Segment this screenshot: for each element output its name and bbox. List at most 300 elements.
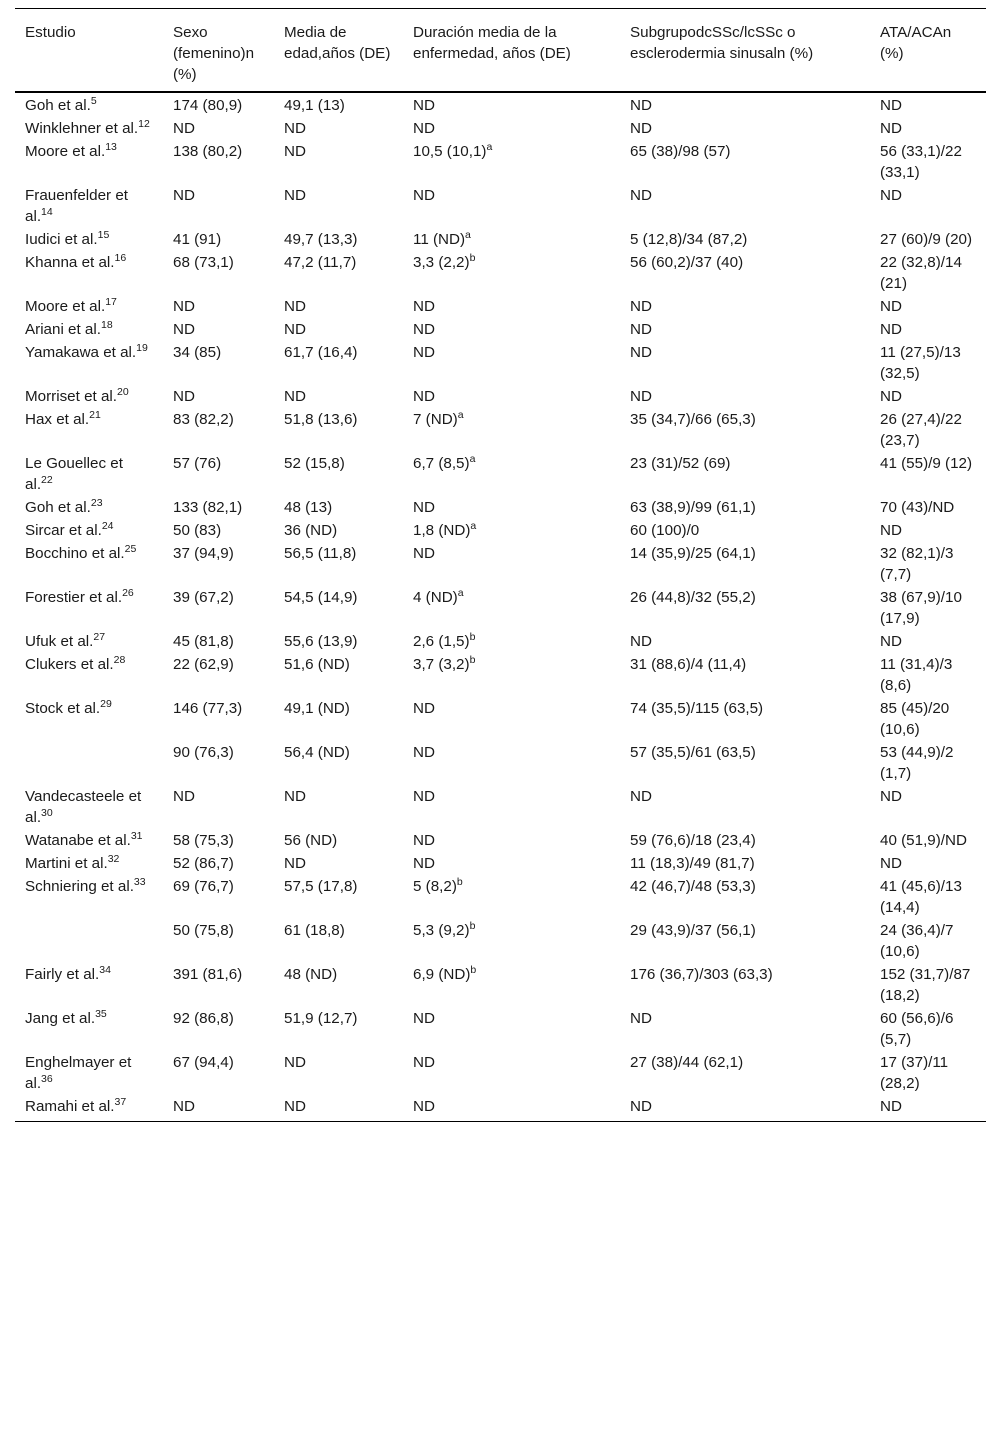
sex-cell-text: 90 (76,3) (173, 744, 234, 761)
ata-aca-cell (870, 251, 986, 295)
duration-cell (403, 519, 620, 542)
ata-aca-cell-text: ND (880, 855, 902, 872)
age-cell (274, 496, 403, 519)
subgroup-cell-text: 56 (60,2)/37 (40) (630, 254, 744, 271)
table-row (15, 341, 986, 385)
duration-cell (403, 117, 620, 140)
study-cell-text: Hax et al. (25, 411, 90, 428)
ata-aca-cell-text: 32 (82,1)/3 (7,7) (880, 545, 954, 583)
header-ata-aca: ATA/ACAn (%) (870, 9, 986, 93)
duration-cell (403, 963, 620, 1007)
duration-cell (403, 1095, 620, 1122)
age-cell-text: 54,5 (14,9) (284, 589, 358, 606)
reference-number: 24 (101, 519, 114, 532)
subgroup-cell (620, 318, 870, 341)
duration-cell-text: 1,8 (ND) (413, 522, 471, 539)
sex-cell-text: 50 (83) (173, 522, 222, 539)
subgroup-cell-text: ND (630, 298, 652, 315)
subgroup-cell (620, 875, 870, 919)
study-cell (15, 341, 163, 385)
sex-cell (163, 875, 274, 919)
age-cell-text: 57,5 (17,8) (284, 878, 358, 895)
table-row (15, 318, 986, 341)
age-cell-text: 51,8 (13,6) (284, 411, 358, 428)
subgroup-cell (620, 228, 870, 251)
table-row (15, 452, 986, 496)
table-row (15, 875, 986, 919)
sex-cell-text: ND (173, 321, 195, 338)
age-cell (274, 295, 403, 318)
footnote-marker: a (469, 452, 476, 465)
ata-aca-cell (870, 408, 986, 452)
duration-cell-text: ND (413, 1054, 435, 1071)
footnote-marker: a (486, 140, 493, 153)
study-cell (15, 1007, 163, 1051)
subgroup-cell-text: 14 (35,9)/25 (64,1) (630, 545, 756, 562)
study-cell (15, 586, 163, 630)
ata-aca-cell (870, 741, 986, 785)
ata-aca-cell-text: 152 (31,7)/87 (18,2) (880, 966, 971, 1004)
reference-number: 5 (90, 94, 97, 107)
sex-cell-text: 68 (73,1) (173, 254, 234, 271)
ata-aca-cell (870, 228, 986, 251)
sex-cell-text: ND (173, 120, 195, 137)
reference-number: 12 (138, 117, 150, 130)
ata-aca-cell-text: 56 (33,1)/22 (33,1) (880, 143, 962, 181)
study-cell-text: Ufuk et al. (25, 633, 94, 650)
subgroup-cell-text: 5 (12,8)/34 (87,2) (630, 231, 748, 248)
sex-cell (163, 184, 274, 228)
sex-cell (163, 452, 274, 496)
duration-cell-text: ND (413, 187, 435, 204)
reference-number: 33 (133, 875, 146, 888)
table-row (15, 785, 986, 829)
sex-cell-text: 45 (81,8) (173, 633, 234, 650)
study-cell-text: Ariani et al. (25, 321, 101, 338)
sex-cell (163, 1095, 274, 1122)
study-cell (15, 785, 163, 829)
study-cell-text: Morriset et al. (25, 388, 117, 405)
header-row (15, 9, 986, 93)
table-row (15, 542, 986, 586)
age-cell-text: ND (284, 187, 306, 204)
study-cell (15, 697, 163, 741)
subgroup-cell (620, 408, 870, 452)
table-row (15, 295, 986, 318)
table-row (15, 653, 986, 697)
ata-aca-cell (870, 697, 986, 741)
sex-cell-text: 92 (86,8) (173, 1010, 234, 1027)
ata-aca-cell-text: ND (880, 788, 902, 805)
sex-cell-text: 69 (76,7) (173, 878, 234, 895)
ata-aca-cell (870, 875, 986, 919)
age-cell-text: 36 (ND) (284, 522, 338, 539)
subgroup-cell-text: 60 (100)/0 (630, 522, 700, 539)
study-cell-text: Yamakawa et al. (25, 344, 137, 361)
duration-cell-text: ND (413, 499, 435, 516)
duration-cell (403, 919, 620, 963)
study-cell (15, 875, 163, 919)
duration-cell-text: ND (413, 832, 435, 849)
age-cell (274, 117, 403, 140)
duration-cell (403, 228, 620, 251)
age-cell (274, 1051, 403, 1095)
subgroup-cell-text: 63 (38,9)/99 (61,1) (630, 499, 756, 516)
ata-aca-cell (870, 919, 986, 963)
subgroup-cell (620, 697, 870, 741)
duration-cell (403, 630, 620, 653)
age-cell (274, 586, 403, 630)
age-cell (274, 542, 403, 586)
study-cell (15, 741, 163, 785)
sex-cell (163, 92, 274, 117)
reference-number: 32 (107, 852, 120, 865)
duration-cell (403, 452, 620, 496)
table-body (15, 92, 986, 1122)
sex-cell-text: ND (173, 788, 195, 805)
study-cell (15, 295, 163, 318)
sex-cell (163, 251, 274, 295)
sex-cell (163, 1051, 274, 1095)
duration-cell-text: 3,7 (3,2) (413, 656, 470, 673)
study-cell (15, 519, 163, 542)
age-cell-text: ND (284, 321, 306, 338)
duration-cell (403, 785, 620, 829)
duration-cell (403, 496, 620, 519)
sex-cell (163, 341, 274, 385)
ata-aca-cell (870, 1007, 986, 1051)
age-cell-text: ND (284, 788, 306, 805)
duration-cell (403, 408, 620, 452)
study-cell (15, 408, 163, 452)
study-cell-text: Vandecasteele et al. (25, 788, 142, 826)
footnote-marker: b (469, 653, 476, 666)
header-sex: Sexo (femenino)n (%) (163, 9, 274, 93)
age-cell-text: 61 (18,8) (284, 922, 345, 939)
age-cell-text: ND (284, 855, 306, 872)
table-row (15, 852, 986, 875)
ata-aca-cell-text: 60 (56,6)/6 (5,7) (880, 1010, 954, 1048)
ata-aca-cell (870, 452, 986, 496)
age-cell-text: 48 (13) (284, 499, 333, 516)
age-cell (274, 630, 403, 653)
sex-cell-text: 39 (67,2) (173, 589, 234, 606)
duration-cell-text: 11 (ND) (413, 231, 466, 248)
study-cell (15, 919, 163, 963)
ata-aca-cell (870, 829, 986, 852)
duration-cell-text: 4 (ND) (413, 589, 458, 606)
ata-aca-cell-text: 27 (60)/9 (20) (880, 231, 973, 248)
study-cell-text: Fairly et al. (25, 966, 100, 983)
ata-aca-cell (870, 341, 986, 385)
age-cell (274, 963, 403, 1007)
age-cell (274, 318, 403, 341)
subgroup-cell-text: ND (630, 1010, 652, 1027)
duration-cell (403, 542, 620, 586)
ata-aca-cell-text: 41 (45,6)/13 (14,4) (880, 878, 962, 916)
study-cell-text: Moore et al. (25, 143, 106, 160)
age-cell (274, 452, 403, 496)
sex-cell (163, 408, 274, 452)
sex-cell-text: 146 (77,3) (173, 700, 243, 717)
age-cell-text: 49,7 (13,3) (284, 231, 358, 248)
table-row (15, 1051, 986, 1095)
duration-cell (403, 586, 620, 630)
sex-cell-text: 133 (82,1) (173, 499, 243, 516)
study-cell (15, 117, 163, 140)
footnote-marker: b (469, 630, 476, 643)
study-cell (15, 228, 163, 251)
reference-number: 25 (124, 542, 137, 555)
study-cell-text: Goh et al. (25, 499, 91, 516)
study-cell-text: Le Gouellec et al. (25, 455, 123, 493)
sex-cell (163, 852, 274, 875)
studies-table-container (15, 8, 986, 1122)
reference-number: 29 (100, 697, 112, 710)
age-cell-text: 51,9 (12,7) (284, 1010, 358, 1027)
subgroup-cell-text: ND (630, 97, 652, 114)
duration-cell (403, 653, 620, 697)
ata-aca-cell (870, 184, 986, 228)
study-cell-text: Jang et al. (25, 1010, 96, 1027)
ata-aca-cell-text: ND (880, 187, 902, 204)
subgroup-cell-text: 42 (46,7)/48 (53,3) (630, 878, 756, 895)
age-cell-text: ND (284, 298, 306, 315)
reference-number: 23 (90, 496, 103, 509)
study-cell-text: Bocchino et al. (25, 545, 125, 562)
reference-number: 19 (136, 341, 148, 354)
subgroup-cell (620, 586, 870, 630)
subgroup-cell (620, 1095, 870, 1122)
duration-cell-text: 7 (ND) (413, 411, 458, 428)
table-row (15, 586, 986, 630)
subgroup-cell-text: 65 (38)/98 (57) (630, 143, 731, 160)
table-row (15, 117, 986, 140)
subgroup-cell-text: ND (630, 120, 652, 137)
duration-cell (403, 852, 620, 875)
table-row (15, 829, 986, 852)
ata-aca-cell (870, 117, 986, 140)
sex-cell (163, 697, 274, 741)
sex-cell-text: 58 (75,3) (173, 832, 234, 849)
sex-cell (163, 228, 274, 251)
table-row (15, 519, 986, 542)
study-cell (15, 184, 163, 228)
sex-cell (163, 919, 274, 963)
study-cell (15, 542, 163, 586)
ata-aca-cell (870, 496, 986, 519)
subgroup-cell (620, 452, 870, 496)
subgroup-cell (620, 741, 870, 785)
study-cell (15, 1051, 163, 1095)
subgroup-cell (620, 852, 870, 875)
sex-cell-text: 37 (94,9) (173, 545, 234, 562)
sex-cell (163, 385, 274, 408)
subgroup-cell-text: 26 (44,8)/32 (55,2) (630, 589, 756, 606)
subgroup-cell (620, 117, 870, 140)
study-cell-text: Stock et al. (25, 700, 101, 717)
age-cell-text: 52 (15,8) (284, 455, 345, 472)
age-cell (274, 519, 403, 542)
duration-cell (403, 875, 620, 919)
reference-number: 35 (95, 1007, 107, 1020)
ata-aca-cell-text: ND (880, 120, 902, 137)
study-cell-text: Winklehner et al. (25, 120, 139, 137)
sex-cell (163, 1007, 274, 1051)
ata-aca-cell (870, 785, 986, 829)
ata-aca-cell-text: 11 (31,4)/3 (8,6) (880, 656, 953, 694)
duration-cell-text: 2,6 (1,5) (413, 633, 470, 650)
table-row (15, 408, 986, 452)
footnote-marker: b (469, 251, 476, 264)
age-cell-text: 48 (ND) (284, 966, 338, 983)
study-cell-text: Frauenfelder et al. (25, 187, 128, 225)
table-row (15, 140, 986, 184)
subgroup-cell (620, 1051, 870, 1095)
subgroup-cell-text: 29 (43,9)/37 (56,1) (630, 922, 756, 939)
age-cell (274, 653, 403, 697)
subgroup-cell-text: 31 (88,6)/4 (11,4) (630, 656, 747, 673)
duration-cell-text: ND (413, 344, 435, 361)
study-cell-text: Moore et al. (25, 298, 106, 315)
ata-aca-cell (870, 963, 986, 1007)
reference-number: 27 (93, 630, 106, 643)
study-cell (15, 829, 163, 852)
age-cell (274, 875, 403, 919)
sex-cell-text: 52 (86,7) (173, 855, 234, 872)
subgroup-cell-text: 176 (36,7)/303 (63,3) (630, 966, 773, 983)
ata-aca-cell (870, 653, 986, 697)
sex-cell (163, 829, 274, 852)
reference-number: 16 (114, 251, 127, 264)
duration-cell (403, 140, 620, 184)
reference-number: 28 (113, 653, 126, 666)
duration-cell-text: 3,3 (2,2) (413, 254, 470, 271)
ata-aca-cell (870, 586, 986, 630)
age-cell (274, 385, 403, 408)
duration-cell (403, 92, 620, 117)
duration-cell (403, 385, 620, 408)
reference-number: 14 (41, 205, 53, 218)
duration-cell (403, 295, 620, 318)
subgroup-cell-text: ND (630, 187, 652, 204)
sex-cell (163, 496, 274, 519)
duration-cell-text: ND (413, 788, 435, 805)
table-row (15, 697, 986, 741)
duration-cell-text: 6,7 (8,5) (413, 455, 470, 472)
ata-aca-cell-text: ND (880, 522, 902, 539)
study-cell-text: Forestier et al. (25, 589, 123, 606)
subgroup-cell-text: 27 (38)/44 (62,1) (630, 1054, 744, 1071)
sex-cell-text: ND (173, 388, 195, 405)
table-row (15, 251, 986, 295)
ata-aca-cell-text: ND (880, 633, 902, 650)
sex-cell (163, 117, 274, 140)
study-cell (15, 496, 163, 519)
study-cell-text: Sircar et al. (25, 522, 102, 539)
subgroup-cell (620, 653, 870, 697)
study-cell (15, 92, 163, 117)
sex-cell (163, 519, 274, 542)
age-cell (274, 408, 403, 452)
table-row (15, 1007, 986, 1051)
study-cell (15, 385, 163, 408)
age-cell-text: 49,1 (13) (284, 97, 345, 114)
ata-aca-cell-text: ND (880, 388, 902, 405)
duration-cell (403, 1007, 620, 1051)
duration-cell (403, 184, 620, 228)
ata-aca-cell-text: 24 (36,4)/7 (10,6) (880, 922, 954, 960)
ata-aca-cell (870, 630, 986, 653)
subgroup-cell (620, 785, 870, 829)
age-cell-text: 56 (ND) (284, 832, 338, 849)
duration-cell (403, 251, 620, 295)
age-cell-text: 61,7 (16,4) (284, 344, 358, 361)
subgroup-cell (620, 919, 870, 963)
duration-cell-text: ND (413, 855, 435, 872)
reference-number: 26 (122, 586, 134, 599)
study-cell (15, 452, 163, 496)
sex-cell (163, 318, 274, 341)
reference-number: 31 (130, 829, 143, 842)
ata-aca-cell (870, 295, 986, 318)
duration-cell-text: ND (413, 744, 435, 761)
age-cell (274, 852, 403, 875)
age-cell (274, 251, 403, 295)
ata-aca-cell-text: 11 (27,5)/13 (32,5) (880, 344, 961, 382)
age-cell-text: 56,4 (ND) (284, 744, 350, 761)
sex-cell-text: 138 (80,2) (173, 143, 243, 160)
study-cell-text: Goh et al. (25, 97, 91, 114)
subgroup-cell (620, 519, 870, 542)
table-row (15, 1095, 986, 1122)
age-cell (274, 741, 403, 785)
sex-cell-text: 22 (62,9) (173, 656, 234, 673)
age-cell-text: ND (284, 1098, 306, 1115)
reference-number: 30 (41, 806, 53, 819)
study-cell (15, 140, 163, 184)
reference-number: 17 (105, 295, 117, 308)
ata-aca-cell (870, 542, 986, 586)
sex-cell-text: 57 (76) (173, 455, 222, 472)
subgroup-cell-text: ND (630, 1098, 652, 1115)
sex-cell (163, 963, 274, 1007)
ata-aca-cell (870, 385, 986, 408)
subgroup-cell-text: 74 (35,5)/115 (63,5) (630, 700, 764, 717)
study-cell (15, 318, 163, 341)
ata-aca-cell (870, 519, 986, 542)
reference-number: 37 (114, 1095, 127, 1108)
duration-cell-text: ND (413, 298, 435, 315)
sex-cell (163, 295, 274, 318)
footnote-marker: b (469, 919, 476, 932)
age-cell-text: 56,5 (11,8) (284, 545, 357, 562)
ata-aca-cell (870, 318, 986, 341)
subgroup-cell-text: ND (630, 633, 652, 650)
studies-table (15, 8, 986, 1122)
subgroup-cell-text: 59 (76,6)/18 (23,4) (630, 832, 756, 849)
age-cell (274, 1007, 403, 1051)
subgroup-cell-text: ND (630, 388, 652, 405)
subgroup-cell (620, 251, 870, 295)
ata-aca-cell (870, 92, 986, 117)
subgroup-cell-text: 23 (31)/52 (69) (630, 455, 731, 472)
footnote-marker: a (457, 408, 464, 421)
study-cell-text: Clukers et al. (25, 656, 114, 673)
sex-cell-text: ND (173, 187, 195, 204)
ata-aca-cell-text: 41 (55)/9 (12) (880, 455, 973, 472)
reference-number: 34 (99, 963, 111, 976)
